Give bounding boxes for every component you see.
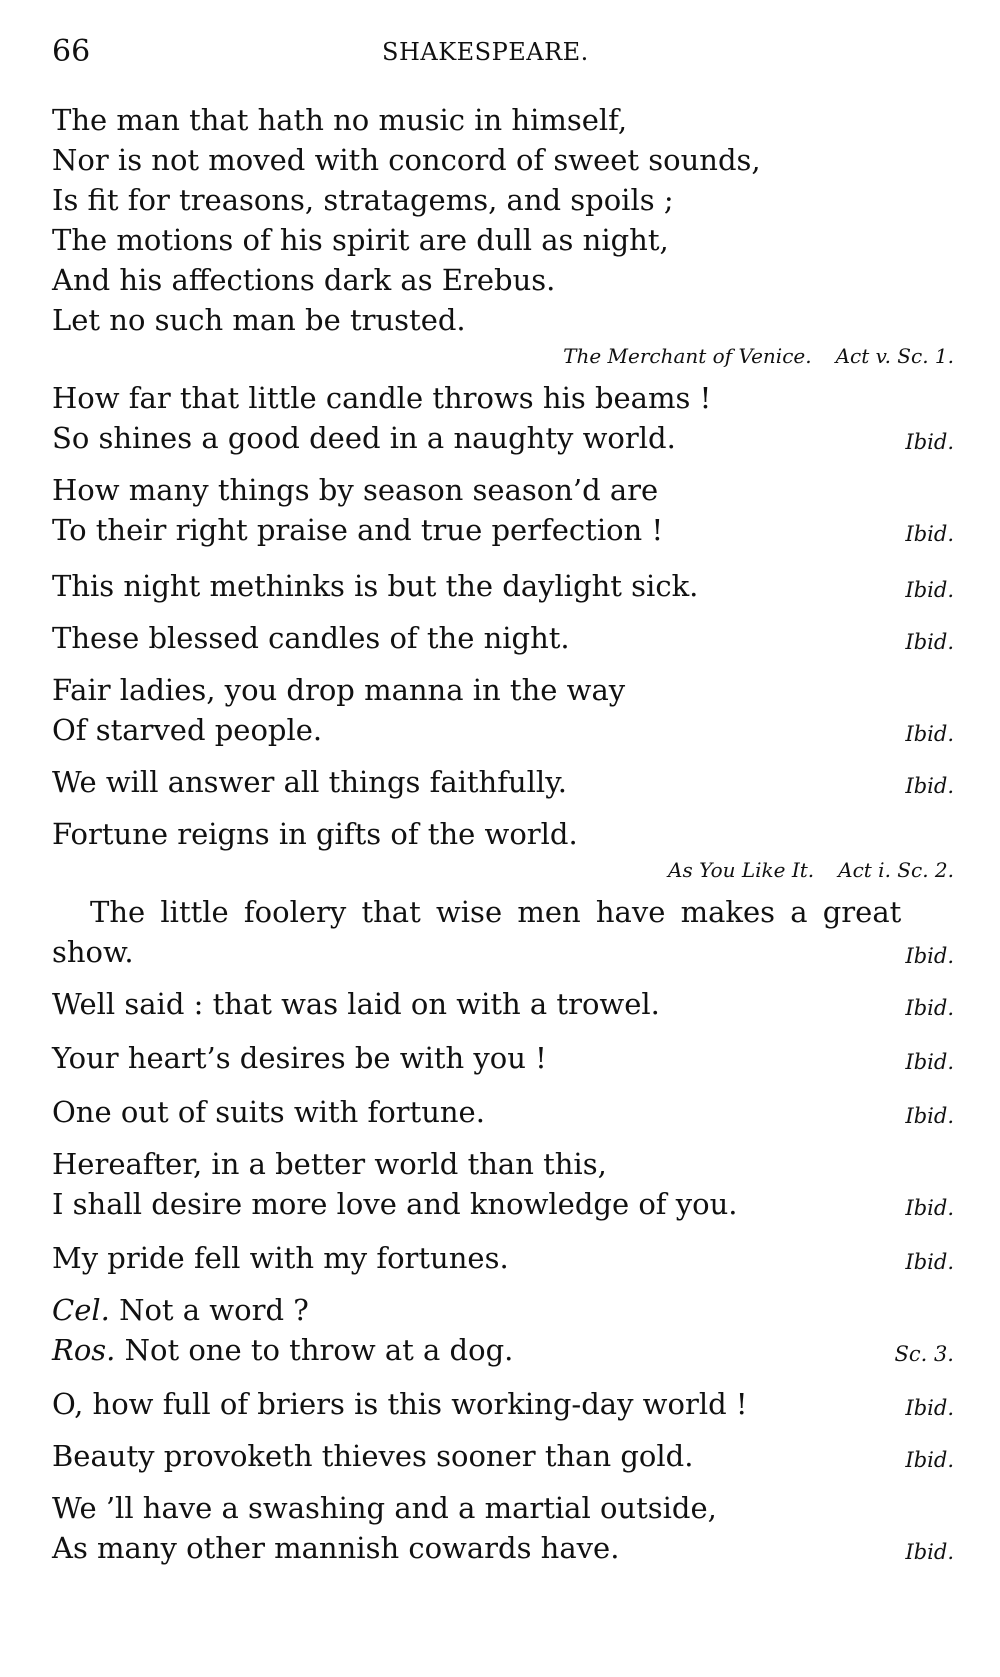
speaker-name: Ros.: [52, 1333, 116, 1367]
ibid-ref: Ibid.: [905, 1540, 954, 1564]
quote-line: Fair ladies, you drop manna in the way: [52, 673, 626, 707]
quote-line: How far that little candle throws his beams !: [52, 381, 712, 415]
quote-line: Your heart’s desires be with you !: [52, 1041, 547, 1075]
dialogue-line: [52, 1333, 514, 1367]
quote-line: We will answer all things faithfully.: [52, 765, 567, 799]
quote-line: And his affections dark as Erebus.: [52, 263, 556, 297]
ibid-ref: Ibid.: [905, 1050, 954, 1074]
ibid-ref: Ibid.: [905, 722, 954, 746]
dialogue-text: Not one to throw at a dog.: [124, 1333, 514, 1367]
quote-line: One out of suits with fortune.: [52, 1095, 485, 1129]
dialogue-text: Not a word ?: [119, 1293, 309, 1327]
running-title: SHAKESPEARE.: [382, 38, 589, 66]
quote-line: To their right praise and true perfection !: [52, 513, 664, 547]
quote-line: How many things by season season’d are: [52, 473, 659, 507]
quote-line: My pride fell with my fortunes.: [52, 1241, 509, 1275]
quote-line: I shall desire more love and knowledge of you.: [52, 1187, 738, 1221]
ibid-ref: Ibid.: [905, 578, 954, 602]
play-title: The Merchant of Venice.: [563, 344, 812, 368]
quote-line: show.: [52, 935, 134, 969]
quote-line: Beauty provoketh thieves sooner than gold.: [52, 1439, 694, 1473]
ibid-ref: Ibid.: [905, 944, 954, 968]
ibid-ref: Ibid.: [905, 522, 954, 546]
quote-line: Nor is not moved with concord of sweet sounds,: [52, 143, 761, 177]
source-citation: [563, 346, 954, 366]
quote-line: O, how full of briers is this working-day world !: [52, 1387, 748, 1421]
page-number: 66: [52, 34, 91, 69]
quote-line: The man that hath no music in himself,: [52, 103, 628, 137]
act-scene: Act i. Sc. 2.: [838, 858, 954, 882]
ibid-ref: Ibid.: [905, 1250, 954, 1274]
quote-line: As many other mannish cowards have.: [52, 1531, 620, 1565]
quote-line: Is fit for treasons, stratagems, and spoils ;: [52, 183, 674, 217]
ibid-ref: Ibid.: [905, 1196, 954, 1220]
ibid-ref: Ibid.: [905, 996, 954, 1020]
speaker-name: Cel.: [52, 1293, 110, 1327]
ibid-ref: Ibid.: [905, 630, 954, 654]
ibid-ref: Ibid.: [905, 1104, 954, 1128]
quote-line: This night methinks is but the daylight sick.: [52, 569, 699, 603]
play-title: As You Like It.: [668, 858, 815, 882]
quote-line: Hereafter, in a better world than this,: [52, 1147, 607, 1181]
scene-ref: Sc. 3.: [894, 1342, 954, 1366]
act-scene: Act v. Sc. 1.: [835, 344, 954, 368]
quote-line: We ’ll have a swashing and a martial outside,: [52, 1491, 717, 1525]
quote-line: The little foolery that wise men have makes a great: [90, 895, 902, 929]
quote-line: These blessed candles of the night.: [52, 621, 570, 655]
ibid-ref: Ibid.: [905, 430, 954, 454]
dialogue-line: [52, 1293, 309, 1327]
ibid-ref: Ibid.: [905, 774, 954, 798]
ibid-ref: Ibid.: [905, 1448, 954, 1472]
quote-line: Fortune reigns in gifts of the world.: [52, 817, 578, 851]
source-citation: [668, 860, 954, 880]
ibid-ref: Ibid.: [905, 1396, 954, 1420]
quote-line: Of starved people.: [52, 713, 323, 747]
quote-line: So shines a good deed in a naughty world.: [52, 421, 676, 455]
quote-line: Well said : that was laid on with a trowel.: [52, 987, 660, 1021]
quote-line: Let no such man be trusted.: [52, 303, 466, 337]
quote-line: The motions of his spirit are dull as night,: [52, 223, 669, 257]
